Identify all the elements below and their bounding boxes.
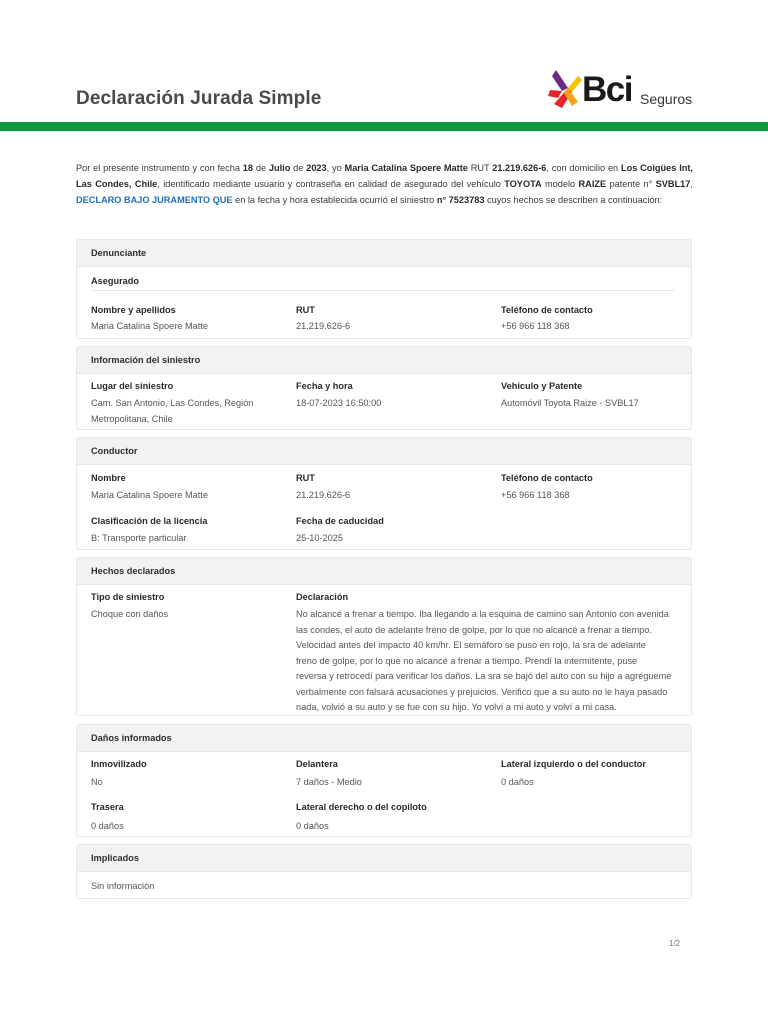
right-damage-label: Lateral derecho o del copiloto (296, 802, 427, 812)
license-value: B: Transporte particular (91, 533, 187, 543)
page-number: 1/2 (669, 939, 681, 948)
intro-year: 2023 (306, 163, 327, 173)
conductor-rut-value: 21.219.626-6 (296, 490, 351, 500)
siniestro-header: Información del siniestro (77, 347, 691, 374)
intro-model: RAIZE (578, 179, 607, 189)
vehicle-label: Vehículo y Patente (501, 381, 583, 391)
place-label: Lugar del siniestro (91, 381, 174, 391)
denunciante-phone-label: Teléfono de contacto (501, 305, 593, 315)
declaration-line: nada, volvió a su auto y se fue con su hijo. Yo volví a mi auto y volví a mi casa. (296, 702, 617, 712)
danos-header: Daños informados (77, 725, 691, 752)
conductor-card (76, 437, 692, 550)
intro-rut: 21.219.626-6 (492, 163, 547, 173)
immobilized-label: Inmovilizado (91, 759, 147, 769)
intro-name: Maria Catalina Spoere Matte (344, 163, 468, 173)
denunciante-header: Denunciante (77, 240, 691, 267)
intro-paragraph: Por el presente instrumento y con fecha 18 de Julio de 2023, yo Maria Catalina Spoere Matte RUT 21.219.626-6, con domicilio en Los Coigües Int, Las Condes, Chile, identificado mediante usuario y contraseña en calidad de asegurado del vehículo TOYOTA modelo RAIZE patente n° SVBL17, DECLARO BAJO JURAMENTO QUE en la fecha y hora establecida ocurrió el siniestro n° 7523783 cuyos hechos se describen a continuación: (76, 163, 693, 205)
front-damage-value: 7 daños - Medio (296, 777, 362, 787)
left-damage-label: Lateral izquierdo o del conductor (501, 759, 646, 769)
intro-claim-number: n° 7523783 (436, 195, 485, 205)
header-green-bar (0, 122, 768, 131)
implicados-header: Implicados (77, 845, 691, 872)
expiry-value: 25-10-2025 (296, 533, 343, 543)
intro-plate: SVBL17 (655, 179, 691, 189)
intro-month: Julio (268, 163, 291, 173)
conductor-rut-label: RUT (296, 473, 315, 483)
denunciante-phone-value: +56 966 118 368 (501, 321, 570, 331)
license-label: Clasificación de la licencia (91, 516, 208, 526)
denunciante-rut-label: RUT (296, 305, 315, 315)
conductor-phone-label: Teléfono de contacto (501, 473, 593, 483)
denunciante-name-value: Maria Catalina Spoere Matte (91, 321, 208, 331)
date-value: 18-07-2023 16:50:00 (296, 398, 382, 408)
implicados-card (76, 844, 692, 899)
expiry-label: Fecha de caducidad (296, 516, 384, 526)
document-header (0, 0, 768, 122)
rear-damage-value: 0 daños (91, 821, 124, 831)
declaration-line: No alcancé a frenar a tiempo. Iba llegando a la esquina de camino san Antonio con avenida (296, 609, 669, 619)
bci-seguros-logo (548, 68, 698, 112)
bci-logo-text: Bci (582, 70, 632, 109)
claim-type-label: Tipo de siniestro (91, 592, 165, 602)
declaration-label: Declaración (296, 592, 349, 602)
denunciante-name-label: Nombre y apellidos (91, 305, 176, 315)
intro-brand: TOYOTA (504, 179, 542, 189)
implicados-value: Sin información (91, 881, 155, 891)
place-line-1: Cam. San Antonio, Las Condes, Región (91, 398, 254, 408)
claim-type-value: Choque con daños (91, 609, 169, 619)
denunciante-card (76, 239, 692, 339)
intro-address: Los Coigües Int, Las Condes, Chile (76, 163, 693, 189)
declaration-line: verbalmente con falsará acusaciones y prejuicios. Verifico que a su auto no le haya pasado (296, 686, 668, 697)
hechos-header: Hechos declarados (77, 558, 691, 585)
declaro-highlight: DECLARO BAJO JURAMENTO QUE (76, 195, 233, 205)
conductor-name-value: Maria Catalina Spoere Matte (91, 490, 208, 500)
asegurado-subtitle: Asegurado (91, 276, 139, 286)
denunciante-rut-value: 21.219.626-6 (296, 321, 351, 331)
vehicle-value: Automóvil Toyota Raize - SVBL17 (501, 398, 639, 408)
declaration-line: las condes, el auto de adelante freno de golpe, por lo que no alcancé a frenar a tiempo. (296, 624, 653, 635)
asegurado-divider (91, 290, 675, 291)
immobilized-value: No (91, 777, 103, 787)
bci-logo-icon (548, 68, 584, 112)
date-label: Fecha y hora (296, 381, 353, 391)
declaration-text (296, 607, 686, 716)
left-damage-value: 0 daños (501, 777, 534, 787)
conductor-phone-value: +56 966 118 368 (501, 490, 570, 500)
hechos-card (76, 557, 692, 716)
rear-damage-label: Trasera (91, 802, 124, 812)
front-damage-label: Delantera (296, 759, 338, 769)
conductor-header: Conductor (77, 438, 691, 465)
right-damage-value: 0 daños (296, 821, 329, 831)
declaration-line: reversa y retrocedí para verificar los daños. La sra se bajó del auto con su hijo a agrégueme (296, 671, 672, 681)
seguros-logo-text: Seguros (640, 91, 693, 107)
document-title: Declaración Jurada Simple (76, 88, 322, 109)
place-line-2: Metropolitana, Chile (91, 414, 173, 424)
declaration-line: Velocidad antes del impacto 40 km/hr. El semáforo se puso en rojo, la sra de adelante (296, 640, 646, 650)
danos-card (76, 724, 692, 837)
conductor-name-label: Nombre (91, 473, 126, 483)
siniestro-card (76, 346, 692, 430)
intro-day: 18 (242, 163, 254, 173)
declaration-line: freno de golpe, por lo que no alcancé a frenar a tiempo. Prendí la intermitente, puse (296, 655, 638, 666)
